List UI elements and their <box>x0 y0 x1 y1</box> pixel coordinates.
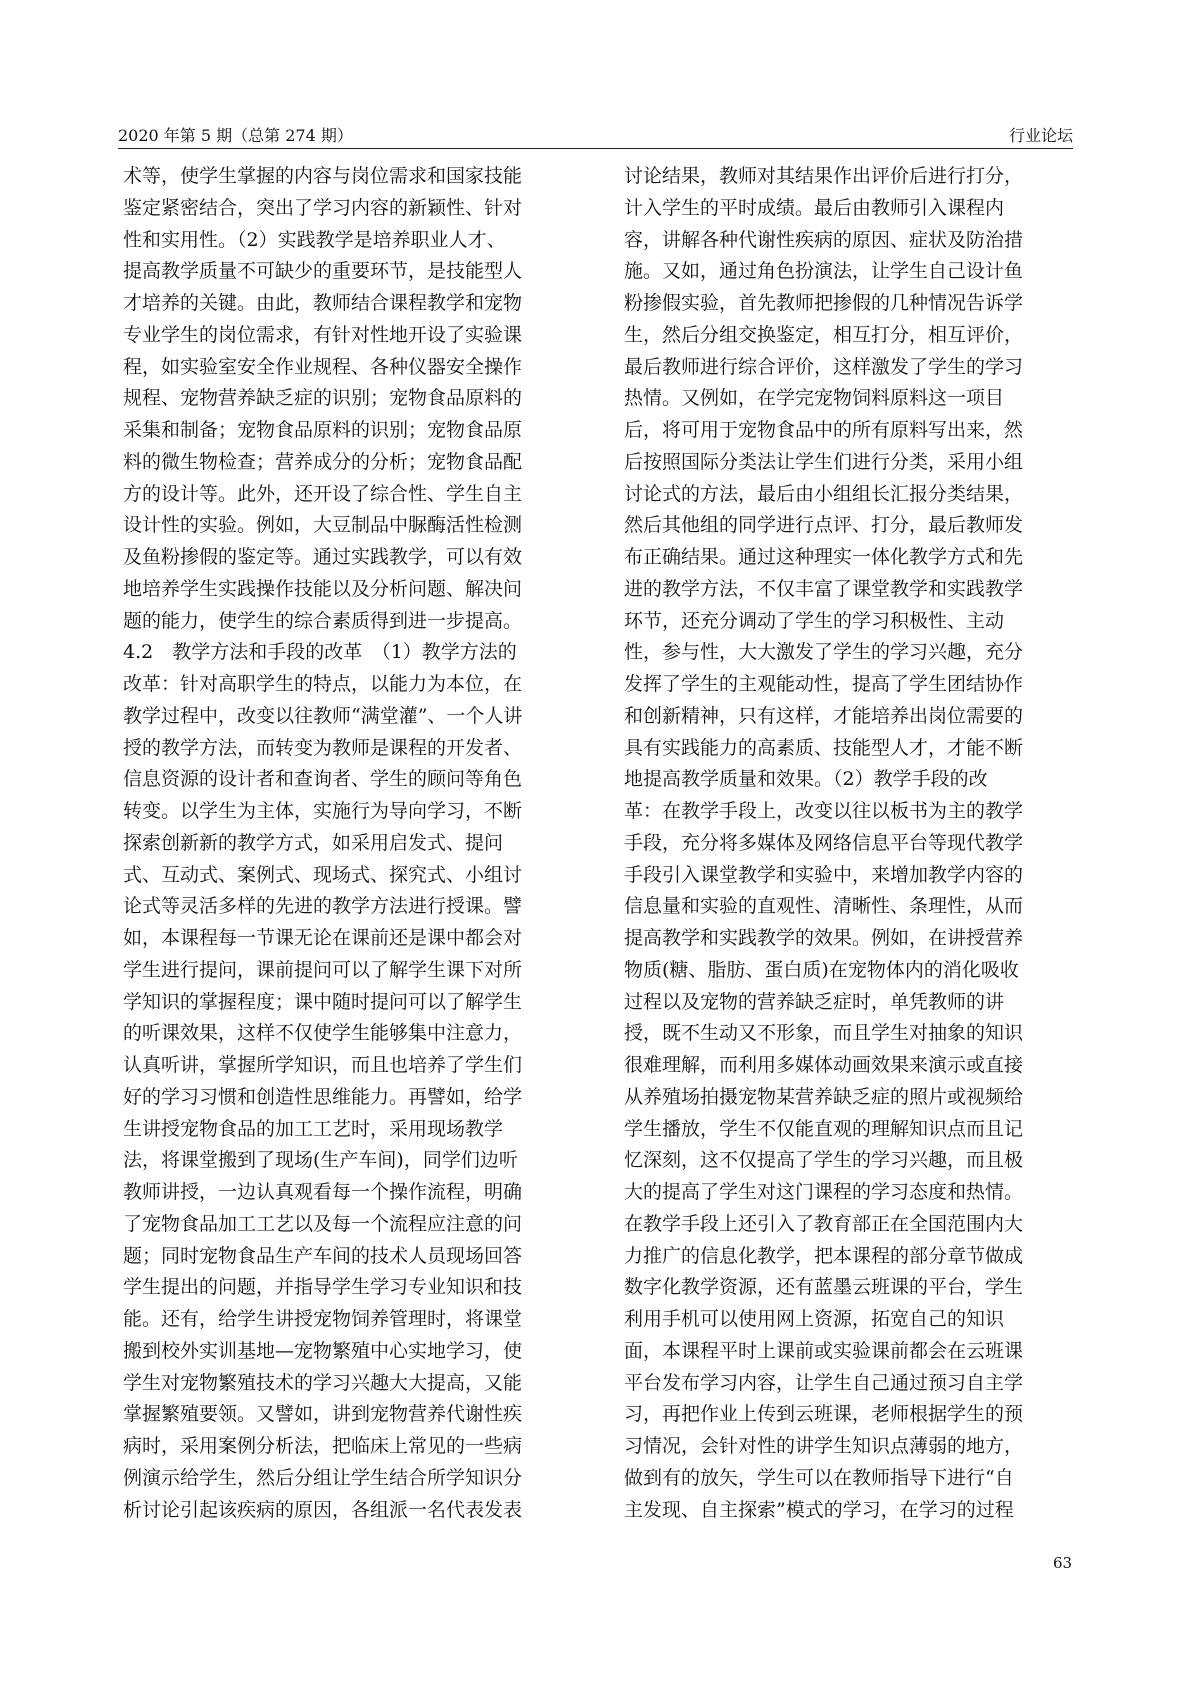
text-line: 具有实践能力的高素质、技能型人才，才能不断 <box>624 736 1024 759</box>
text-line: 式、互动式、案例式、现场式、探究式、小组讨 <box>123 863 523 886</box>
text-line: 方的设计等。此外，还开设了综合性、学生自主 <box>123 482 523 505</box>
text-line: 4.2 教学方法和手段的改革 （1）教学方法的 <box>123 641 517 664</box>
section-title: 行业论坛 <box>1008 126 1073 145</box>
text-line: 采集和制备；宠物食品原料的识别；宠物食品原 <box>123 419 523 441</box>
running-header <box>118 126 1073 149</box>
text-line: 很难理解，而利用多媒体动画效果来演示或直接 <box>624 1054 1024 1076</box>
text-line: 认真听讲，掌握所学知识，而且也培养了学生们 <box>123 1054 523 1076</box>
text-line: 从养殖场拍摄宠物某营养缺乏症的照片或视频给 <box>624 1085 1024 1108</box>
text-line: 习情况，会针对性的讲学生知识点薄弱的地方， <box>624 1435 1024 1457</box>
journal-issue: 2020 年第 5 期（总第 274 期） <box>118 126 353 145</box>
text-line: 的听课效果，这样不仅使学生能够集中注意力， <box>123 1022 523 1045</box>
text-line: 讨论式的方法，最后由小组组长汇报分类结果， <box>624 482 1024 505</box>
text-line: 鉴定紧密结合，突出了学习内容的新颖性、针对 <box>123 196 523 219</box>
text-line: 主发现、自主探索”模式的学习，在学习的过程 <box>624 1498 1014 1521</box>
text-line: 最后教师进行综合评价，这样激发了学生的学习 <box>624 355 1024 378</box>
text-line: 物质(糖、脂肪、蛋白质)在宠物体内的消化吸收 <box>624 958 1019 981</box>
text-line: 题的能力，使学生的综合素质得到进一步提高。 <box>123 609 523 632</box>
text-line: 如，本课程每一节课无论在课前还是课中都会对 <box>123 927 523 949</box>
text-line: 程，如实验室安全作业规程、各种仪器安全操作 <box>123 355 523 378</box>
text-line: 探索创新新的教学方式，如采用启发式、提问 <box>123 831 504 854</box>
text-line: 才培养的关键。由此，教师结合课程教学和宠物 <box>123 292 523 314</box>
text-line: 例演示给学生，然后分组让学生结合所学知识分 <box>123 1466 523 1489</box>
text-line: 发挥了学生的主观能动性，提高了学生团结协作 <box>624 673 1024 695</box>
text-line: 和创新精神，只有这样，才能培养出岗位需要的 <box>624 704 1024 727</box>
text-line: 地提高教学质量和效果。（2）教学手段的改 <box>624 768 988 791</box>
text-line: 革：在教学手段上，改变以往以板书为主的教学 <box>624 800 1024 822</box>
text-line: 学生对宠物繁殖技术的学习兴趣大大提高，又能 <box>123 1371 523 1394</box>
text-line: 专业学生的岗位需求，有针对性地开设了实验课 <box>123 323 523 346</box>
text-line: 教学过程中，改变以往教师“满堂灌”、一个人讲 <box>123 704 523 727</box>
text-line: 后按照国际分类法让学生们进行分类，采用小组 <box>624 450 1024 473</box>
text-line: 授，既不生动又不形象，而且学生对抽象的知识 <box>624 1022 1024 1045</box>
text-line: 教师讲授，一边认真观看每一个操作流程，明确 <box>123 1181 523 1203</box>
text-line: 析讨论引起该疾病的原因，各组派一名代表发表 <box>123 1498 523 1521</box>
text-line: 在教学手段上还引入了教育部正在全国范围内大 <box>624 1212 1024 1235</box>
text-line: 手段引入课堂教学和实验中，来增加教学内容的 <box>624 863 1024 886</box>
text-line: 及鱼粉掺假的鉴定等。通过实践教学，可以有效 <box>123 546 523 568</box>
text-line: 忆深刻，这不仅提高了学生的学习兴趣，而且极 <box>624 1149 1024 1172</box>
text-line: 平台发布学习内容，让学生自己通过预习自主学 <box>624 1371 1024 1394</box>
text-line: 环节，还充分调动了学生的学习积极性、主动 <box>624 609 1005 632</box>
text-line: 法，将课堂搬到了现场(生产车间)，同学们边听 <box>123 1149 518 1172</box>
left-column <box>123 161 575 1526</box>
text-line: 计入学生的平时成绩。最后由教师引入课程内 <box>624 196 1005 219</box>
text-line: 性，参与性，大大激发了学生的学习兴趣，充分 <box>624 641 1024 664</box>
text-line: 容，讲解各种代谢性疾病的原因、症状及防治措 <box>624 228 1024 251</box>
text-line: 规程、宠物营养缺乏症的识别；宠物食品原料的 <box>123 387 523 410</box>
text-line: 利用手机可以使用网上资源，拓宽自己的知识 <box>624 1308 1005 1330</box>
text-line: 进的教学方法，不仅丰富了课堂教学和实践教学 <box>624 577 1024 600</box>
text-line: 性和实用性。（2）实践教学是培养职业人才、 <box>123 228 506 251</box>
right-column <box>624 161 1076 1526</box>
text-line: 设计性的实验。例如，大豆制品中脲酶活性检测 <box>123 514 523 537</box>
text-line: 过程以及宠物的营养缺乏症时，单凭教师的讲 <box>624 990 1005 1013</box>
text-line: 大的提高了学生对这门课程的学习态度和热情。 <box>624 1181 1024 1203</box>
text-line: 题；同时宠物食品生产车间的技术人员现场回答 <box>123 1244 523 1267</box>
text-line: 讨论结果，教师对其结果作出评价后进行打分， <box>624 165 1024 187</box>
text-line: 提高教学和实践教学的效果。例如，在讲授营养 <box>624 927 1024 949</box>
text-line: 信息量和实验的直观性、清晰性、条理性，从而 <box>624 895 1024 918</box>
text-line: 习，再把作业上传到云班课，老师根据学生的预 <box>624 1403 1024 1426</box>
text-line: 学知识的掌握程度；课中随时提问可以了解学生 <box>123 990 523 1013</box>
text-line: 学生进行提问，课前提问可以了解学生课下对所 <box>123 958 523 981</box>
text-line: 术等，使学生掌握的内容与岗位需求和国家技能 <box>123 165 523 187</box>
text-line: 地培养学生实践操作技能以及分析问题、解决问 <box>123 577 523 600</box>
text-line: 力推广的信息化教学，把本课程的部分章节做成 <box>624 1244 1024 1267</box>
text-line: 论式等灵活多样的先进的教学方法进行授课。譬 <box>123 895 523 918</box>
text-line: 生，然后分组交换鉴定，相互打分，相互评价， <box>624 323 1024 346</box>
text-line: 数字化教学资源，还有蓝墨云班课的平台，学生 <box>624 1276 1024 1299</box>
text-line: 授的教学方法，而转变为教师是课程的开发者、 <box>123 736 523 759</box>
text-line: 料的微生物检查；营养成分的分析；宠物食品配 <box>123 450 523 473</box>
text-line: 手段，充分将多媒体及网络信息平台等现代教学 <box>624 831 1024 854</box>
text-line: 病时，采用案例分析法，把临床上常见的一些病 <box>123 1435 523 1457</box>
text-line: 搬到校外实训基地—宠物繁殖中心实地学习，使 <box>123 1339 523 1362</box>
text-line: 能。还有，给学生讲授宠物饲养管理时，将课堂 <box>123 1308 523 1330</box>
text-line: 布正确结果。通过这种理实一体化教学方式和先 <box>624 546 1024 568</box>
text-line: 了宠物食品加工工艺以及每一个流程应注意的问 <box>123 1212 523 1235</box>
text-line: 学生播放，学生不仅能直观的理解知识点而且记 <box>624 1117 1024 1140</box>
text-line: 改革：针对高职学生的特点，以能力为本位，在 <box>123 673 523 695</box>
text-line: 好的学习习惯和创造性思维能力。再譬如，给学 <box>123 1085 523 1108</box>
text-line: 生讲授宠物食品的加工工艺时，采用现场教学 <box>123 1117 504 1140</box>
text-line: 做到有的放矢，学生可以在教师指导下进行“自 <box>624 1466 1014 1489</box>
text-line: 然后其他组的同学进行点评、打分，最后教师发 <box>624 514 1024 537</box>
text-line: 转变。以学生为主体，实施行为导向学习，不断 <box>123 800 523 822</box>
text-line: 掌握繁殖要领。又譬如，讲到宠物营养代谢性疾 <box>123 1403 523 1426</box>
text-line: 施。又如，通过角色扮演法，让学生自己设计鱼 <box>624 260 1024 283</box>
text-line: 后，将可用于宠物食品中的所有原料写出来，然 <box>624 419 1024 441</box>
text-line: 面，本课程平时上课前或实验课前都会在云班课 <box>624 1339 1024 1362</box>
page-number: 63 <box>1053 1554 1073 1572</box>
text-line: 粉掺假实验，首先教师把掺假的几种情况告诉学 <box>624 292 1024 314</box>
text-line: 热情。又例如，在学完宠物饲料原料这一项目 <box>624 387 1005 410</box>
text-line: 学生提出的问题，并指导学生学习专业知识和技 <box>123 1276 523 1299</box>
text-line: 信息资源的设计者和查询者、学生的顾问等角色 <box>123 768 523 791</box>
text-line: 提高教学质量不可缺少的重要环节，是技能型人 <box>123 260 523 283</box>
